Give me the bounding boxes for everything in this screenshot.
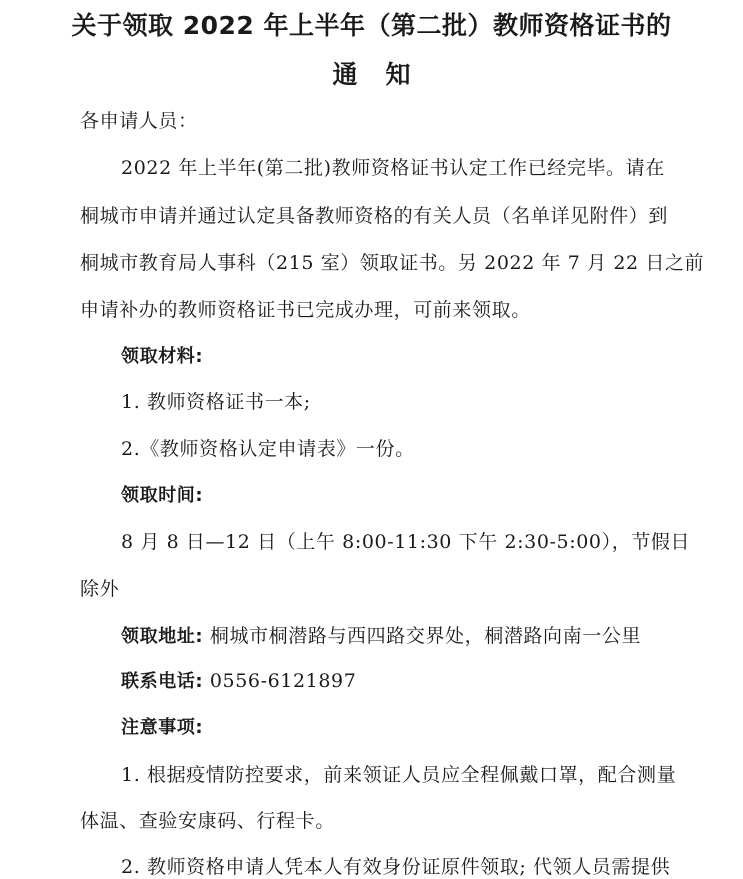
materials-item-1: 1. 教师资格证书一本; — [121, 391, 311, 413]
phone-value: 0556-6121897 — [209, 670, 357, 692]
salutation: 各申请人员： — [80, 110, 198, 132]
materials-heading: 领取材料: — [121, 346, 204, 367]
phone-label: 联系电话: — [121, 671, 204, 692]
notes-heading: 注意事项: — [121, 717, 204, 738]
notice-title-subtitle: 通知 — [332, 60, 439, 89]
intro-line-1: 2022 年上半年(第二批)教师资格证书认定工作已经完毕。请在 — [121, 157, 665, 179]
phone-row — [121, 667, 356, 693]
notice-title: 关于领取 2022 年上半年（第二批）教师资格证书的 — [71, 11, 672, 40]
time-heading: 领取时间: — [121, 485, 204, 506]
notes-item-2-line-1: 2. 教师资格申请人凭本人有效身份证原件领取; 代领人员需提供 — [121, 856, 671, 878]
time-line-1: 8 月 8 日—12 日（上午 8:00-11:30 下午 2:30-5:00），节假日 — [121, 531, 691, 553]
notes-item-1-line-2: 体温、查验安康码、行程卡。 — [80, 810, 335, 832]
intro-line-2: 桐城市申请并通过认定具备教师资格的有关人员（名单详见附件）到 — [80, 205, 669, 227]
address-label: 领取地址: — [121, 626, 204, 647]
time-line-2: 除外 — [80, 578, 120, 600]
address-value: 桐城市桐潜路与西四路交界处，桐潜路向南一公里 — [209, 625, 642, 647]
address-row — [121, 621, 641, 648]
intro-line-4: 申请补办的教师资格证书已完成办理，可前来领取。 — [80, 299, 531, 321]
notes-item-1-line-1: 1. 根据疫情防控要求，前来领证人员应全程佩戴口罩，配合测量 — [121, 764, 677, 786]
intro-line-3: 桐城市教育局人事科（215 室）领取证书。另 2022 年 7 月 22 日之前 — [80, 252, 705, 274]
materials-item-2: 2.《教师资格认定申请表》一份。 — [121, 438, 415, 460]
